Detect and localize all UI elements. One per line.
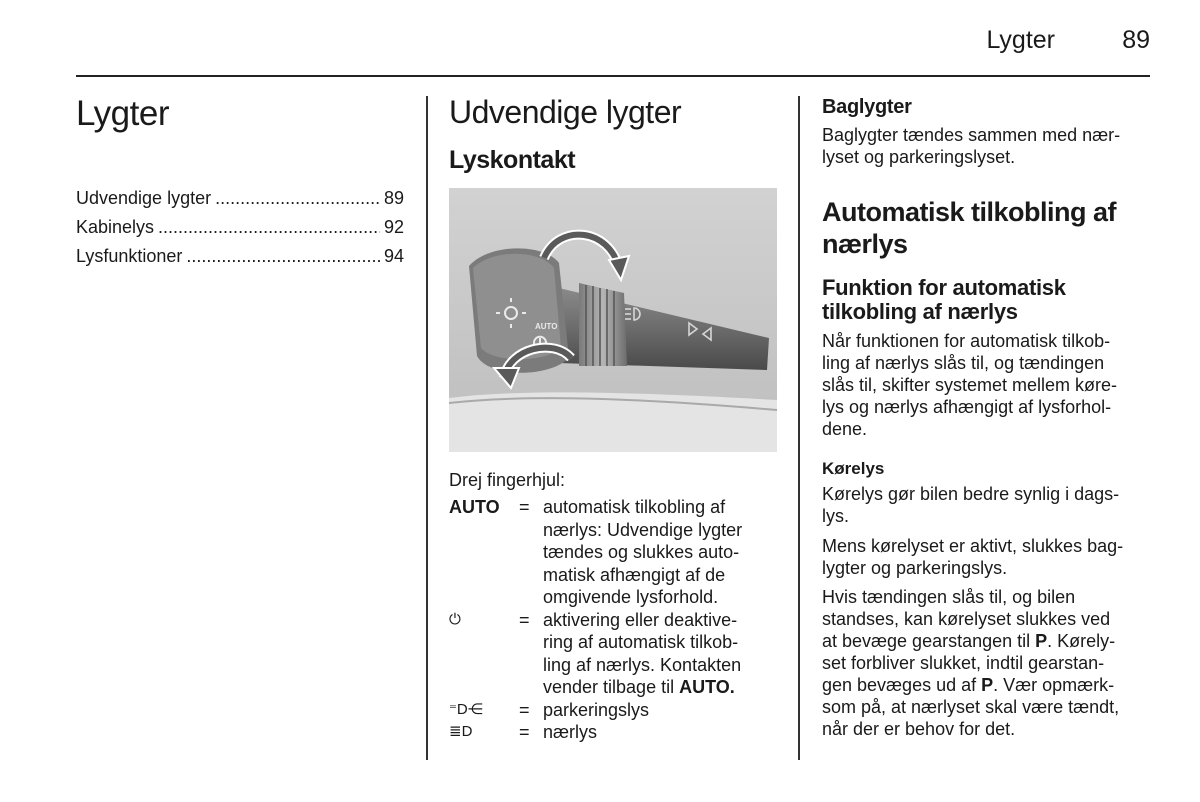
definition-row <box>449 699 779 722</box>
toc-leader-dots <box>158 217 380 238</box>
function-heading: Funktion for automatisk tilkobling af nærlys <box>822 275 1066 324</box>
korelys-text-3 <box>822 586 1152 740</box>
korelys-text-3-c: . Kørely- set forbliver slukket, indtil gearstan- gen bevæges ud af <box>822 631 1116 695</box>
page-number: 89 <box>1122 26 1150 54</box>
toc-entry-label: Kabinelys <box>76 217 155 237</box>
gear-p-bold: P <box>981 675 994 695</box>
baglygter-text: Baglygter tændes sammen med nær- lyset og parkeringslyset. <box>822 125 1121 167</box>
korelys-text-1: Kørelys gør bilen bedre synlig i dags- lys. <box>822 484 1120 526</box>
toc-entry-page: 89 <box>383 188 404 208</box>
definition-description-text: aktivering eller deaktive- ring af automatisk tilkob- ling af nærlys. Kontakten vender tilbage til <box>543 609 742 697</box>
toc-entry-page: 94 <box>383 246 404 266</box>
toc-entry-page: 92 <box>383 217 404 237</box>
definition-description: automatisk tilkobling af nærlys: Udvendige lygter tændes og slukkes auto- matisk afhængigt af de omgivende lysforhold. <box>543 497 743 607</box>
light-switch-illustration <box>449 188 777 452</box>
definition-description <box>543 609 779 699</box>
table-of-contents <box>76 188 404 275</box>
chapter-title: Lygter <box>76 94 169 133</box>
toc-entry[interactable] <box>76 217 404 246</box>
toc-entry-label: Lysfunktioner <box>76 246 183 266</box>
korelys-text-3-e: . Vær opmærk- som på, at nærlyset skal være tændt, når der er behov for det. <box>822 675 1120 739</box>
definition-equals: = <box>519 609 530 630</box>
parking-light-icon: ⁼D⋲ <box>449 700 483 718</box>
function-text: Når funktionen for automatisk tilkob- ling af nærlys slås til, og tændingen slås til, skifter systemet mellem køre- lys og nærlys afhængigt af lysforhol- dene. <box>822 331 1118 439</box>
figure-intro-text: Drej fingerhjul: <box>449 470 566 490</box>
definition-description-bold: AUTO. <box>679 677 735 697</box>
definition-row <box>449 496 779 609</box>
definition-description: parkeringslys <box>543 699 650 720</box>
column-divider-right <box>798 96 800 760</box>
definition-term: AUTO <box>449 497 500 517</box>
definition-description: nærlys <box>543 722 598 742</box>
definition-row <box>449 609 779 699</box>
section-title: Udvendige lygter <box>449 94 682 130</box>
definition-row <box>449 721 779 744</box>
header-rule <box>76 75 1150 77</box>
gear-p-bold: P <box>1035 631 1048 651</box>
toc-leader-dots <box>215 188 380 209</box>
power-symbol-icon: ⏻ <box>449 610 461 628</box>
low-beam-icon: ≣D <box>449 723 473 740</box>
column-divider-left <box>426 96 428 760</box>
toc-entry[interactable] <box>76 188 404 217</box>
korelys-text-2: Mens kørelyset er aktivt, slukkes bag- lygter og parkeringslys. <box>822 536 1124 578</box>
toc-leader-dots <box>186 246 380 267</box>
auto-lowbeam-heading: Automatisk tilkobling af nærlys <box>822 197 1117 259</box>
korelys-heading: Kørelys <box>822 459 885 478</box>
toc-entry[interactable] <box>76 246 404 275</box>
switch-positions-list <box>449 496 779 744</box>
baglygter-heading: Baglygter <box>822 96 912 118</box>
korelys-text-3-a: Hvis tændingen slås til, og bilen standses, kan kørelyset slukkes ved at bevæge gearstangen til <box>822 587 1111 651</box>
definition-equals: = <box>519 722 530 742</box>
definition-equals: = <box>519 699 530 720</box>
definition-equals: = <box>519 497 530 517</box>
toc-entry-label: Udvendige lygter <box>76 188 212 208</box>
running-header-title: Lygter <box>986 26 1055 54</box>
section-subtitle: Lyskontakt <box>449 146 576 174</box>
auto-label-on-switch: AUTO <box>535 322 558 331</box>
